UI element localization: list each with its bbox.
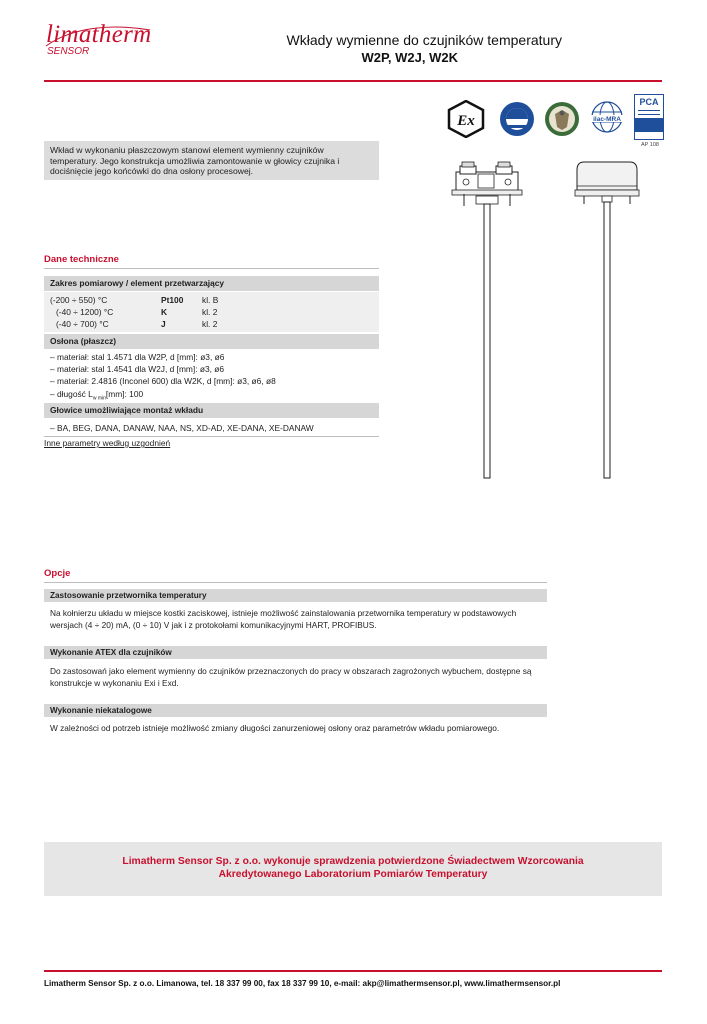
range-header: Zakres pomiarowy / element przetwarzający [44, 276, 379, 291]
header-divider [44, 80, 662, 82]
length-suffix: [mm]: 100 [105, 389, 144, 399]
option-title: Wykonanie niekatalogowe [44, 704, 547, 717]
technical-heading: Dane techniczne [44, 254, 119, 265]
section-divider [44, 268, 379, 269]
sheath-header: Osłona (płaszcz) [44, 334, 379, 349]
heads-list: – BA, BEG, DANA, DANAW, NAA, NS, XD-AD, XE-DANA, XE-DANAW [50, 423, 314, 433]
banner-line-1: Limatherm Sensor Sp. z o.o. wykonuje sprawdzenia potwierdzone Świadectwem Wzorcowania [122, 856, 584, 867]
other-params-note: Inne parametry według uzgodnień [44, 438, 171, 448]
footer-contact: Limatherm Sensor Sp. z o.o. Limanowa, tel. 18 337 99 00, fax 18 337 99 10, e-mail: akp@limathermsensor.pl, www.limathermsensor.pl [44, 979, 561, 988]
option-text: W zależności od potrzeb istnieje możliwość zmiany długości zanurzeniowej osłony oraz parametrów wkładu pomiarowego. [50, 723, 500, 733]
range-value: (-40 ÷ 700) °C [56, 319, 109, 329]
option-title: Zastosowanie przetwornika temperatury [44, 589, 547, 602]
insert-drawing-transmitter [574, 160, 640, 480]
accreditation-number: AP 108 [641, 142, 659, 148]
logo-wordmark: limatherm [46, 21, 152, 48]
pca-icon [634, 94, 664, 140]
range-element: K [161, 307, 168, 317]
logo-subtitle: SENSOR [47, 46, 90, 57]
intro-description: Wkład w wykonaniu płaszczowym stanowi element wymienny czujników temperatury. Jego konstrukcja umożliwia zamontowanie w głowicy czujnika i dociśnięcie jego końcówki do dna osłony procesowej. [44, 141, 379, 180]
heads-header: Głowice umożliwiające montaż wkładu [44, 403, 379, 418]
option-text: Do zastosowań jako element wymienny do czujników przeznaczonych do pracy w obszarach zagrożonych wybuchem, dostępne są konstrukcje w wykonaniu Exi i Exd. [50, 666, 532, 688]
range-value: (-40 ÷ 1200) °C [56, 307, 114, 317]
range-class: kl. 2 [202, 307, 218, 317]
svg-text:Ex: Ex [457, 113, 475, 129]
pca-label: PCA [639, 97, 659, 107]
banner-line-2: Akredytowanego Laboratorium Pomiarów Temperatury [218, 869, 488, 880]
range-class: kl. 2 [202, 319, 218, 329]
accreditation-banner [44, 842, 662, 896]
footer-divider [44, 970, 662, 972]
insert-drawing-terminal-block [450, 160, 524, 480]
length-prefix: – długość L [50, 389, 93, 399]
range-element: J [161, 319, 166, 329]
range-table [44, 292, 379, 332]
range-element: Pt100 [161, 295, 184, 305]
ex-mark-icon [447, 100, 485, 138]
eagle-emblem-icon [543, 100, 581, 138]
sheath-item: – materiał: 2.4816 (Inconel 600) dla W2K, d [mm]: ø3, ø6, ø8 [50, 376, 276, 386]
svg-text:ilac-MRA: ilac-MRA [593, 116, 621, 123]
range-class: kl. B [202, 295, 219, 305]
sheath-item: – materiał: stal 1.4541 dla W2J, d [mm]: ø3, ø6 [50, 364, 225, 374]
tuv-nord-icon [498, 100, 536, 138]
option-title: Wykonanie ATEX dla czujników [44, 646, 547, 659]
page-title: Wkłady wymienne do czujników temperatury [286, 32, 562, 48]
section-divider [44, 582, 547, 583]
sheath-item: – materiał: stal 1.4571 dla W2P, d [mm]: ø3, ø6 [50, 352, 225, 362]
length-subscript: w min [92, 395, 106, 402]
options-heading: Opcje [44, 568, 71, 579]
product-codes: W2P, W2J, W2K [361, 50, 458, 65]
range-value: (-200 ÷ 550) °C [50, 295, 108, 305]
option-text: Na kołnierzu układu w miejsce kostki zaciskowej, istnieje możliwość zainstalowania przetwornika temperatury w podstawowych wersjach (4 ÷ 20) mA, (0 ÷ 10) V jak i z protokołami komunikacyjnymi HART, PROFIBUS. [50, 608, 517, 630]
ilac-mra-icon [588, 100, 626, 138]
